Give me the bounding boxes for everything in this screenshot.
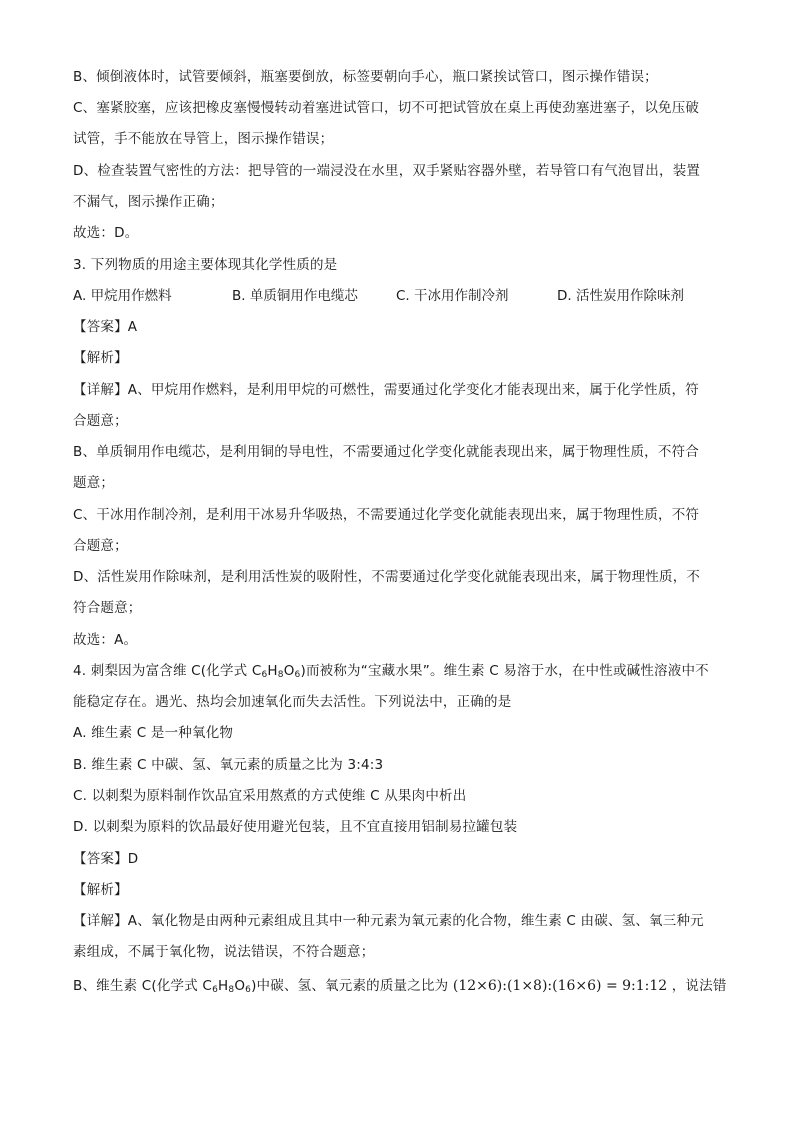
option-c: C. 干冰用作制冷剂 bbox=[396, 288, 509, 304]
text-line: C、塞紧胶塞，应该把橡皮塞慢慢转动着塞进试管口，切不可把试管放在桌上再使劲塞进塞子，以免压破 bbox=[73, 100, 700, 116]
text-line: B、单质铜用作电缆芯，是利用铜的导电性，不需要通过化学变化就能表现出来，属于物理性质，不符合 bbox=[73, 444, 699, 460]
text-line: 故选：A。 bbox=[73, 632, 138, 648]
text-line: B、倾倒液体时，试管要倾斜，瓶塞要倒放，标签要朝向手心，瓶口紧挨试管口，图示操作错误； bbox=[73, 69, 658, 85]
text-line: B、维生素 C(化学式 $C_6H_8O_6$)中碳、氢、氧元素的质量之比为 (12×6):(1×8):(16×6) = 9:1:12 ，说法错 bbox=[73, 978, 727, 995]
text-line: 合题意； bbox=[73, 538, 128, 554]
text-line: 题意； bbox=[73, 475, 115, 491]
text-line: C、干冰用作制冷剂，是利用干冰易升华吸热，不需要通过化学变化就能表现出来，属于物理性质，不符 bbox=[73, 507, 700, 523]
answer-label: 【答案】D bbox=[73, 851, 139, 867]
analysis-label: 【解析】 bbox=[73, 882, 128, 898]
option-b: B. 维生素 C 中碳、氢、氧元素的质量之比为 3:4:3 bbox=[73, 757, 384, 773]
question-4-stem: 4. 刺梨因为富含维 C(化学式 $C_6H_8O_6$)而被称为“宝藏水果”。维生素 C 易溶于水，在中性或碱性溶液中不 bbox=[73, 663, 709, 680]
answer-label: 【答案】A bbox=[73, 319, 138, 335]
text-line: 故选：D。 bbox=[73, 225, 139, 241]
subscript: 6 bbox=[245, 985, 252, 995]
option-b: B. 单质铜用作电缆芯 bbox=[232, 288, 358, 304]
option-d: D. 活性炭用作除味剂 bbox=[557, 288, 684, 304]
analysis-label: 【解析】 bbox=[73, 350, 128, 366]
text-line: 试管，手不能放在导管上，图示操作错误； bbox=[73, 131, 334, 147]
option-a: A. 维生素 C 是一种氧化物 bbox=[73, 725, 234, 741]
subscript: 6 bbox=[261, 670, 268, 680]
text-line: 符合题意； bbox=[73, 600, 142, 616]
text-line: 素组成，不属于氧化物，说法错误，不符合题意； bbox=[73, 944, 375, 960]
subscript: 6 bbox=[212, 985, 219, 995]
option-d: D. 以刺梨为原料的饮品最好使用避光包装，且不宜直接用铝制易拉罐包装 bbox=[73, 819, 518, 835]
text-line: 合题意； bbox=[73, 413, 128, 429]
mass-ratio-formula: (12×6):(1×8):(16×6) = 9:1:12 bbox=[452, 978, 668, 994]
text-line: D、活性炭用作除味剂，是利用活性炭的吸附性，不需要通过化学变化就能表现出来，属于物理性质，不 bbox=[73, 569, 701, 585]
option-c: C. 以刺梨为原料制作饮品宜采用熬煮的方式使维 C 从果肉中析出 bbox=[73, 788, 467, 804]
subscript: 8 bbox=[228, 985, 235, 995]
subscript: 6 bbox=[294, 670, 301, 680]
option-a: A. 甲烷用作燃料 bbox=[73, 288, 172, 304]
text-line: 【详解】A、甲烷用作燃料，是利用甲烷的可燃性，需要通过化学变化才能表现出来，属于化学性质，符 bbox=[73, 382, 699, 398]
text-line: 不漏气，图示操作正确； bbox=[73, 194, 224, 210]
text-line: 能稳定存在。遇光、热均会加速氧化而失去活性。下列说法中，正确的是 bbox=[73, 694, 512, 710]
text-line: D、检查装置气密性的方法：把导管的一端浸没在水里，双手紧贴容器外壁，若导管口有气泡冒出，装置 bbox=[73, 163, 701, 179]
question-3-stem: 3. 下列物质的用途主要体现其化学性质的是 bbox=[73, 257, 338, 273]
text-line: 【详解】A、氧化物是由两种元素组成且其中一种元素为氧元素的化合物，维生素 C 由碳、氢、氧三种元 bbox=[73, 913, 704, 929]
subscript: 8 bbox=[277, 670, 284, 680]
